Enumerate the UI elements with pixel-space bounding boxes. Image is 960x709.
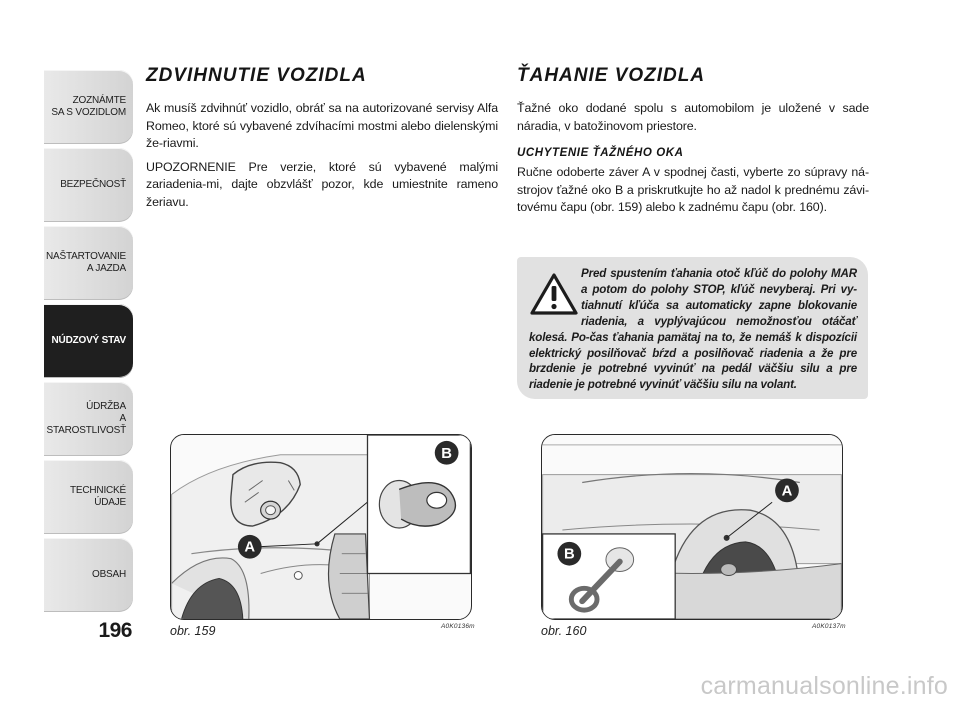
- paragraph-lifting-1: Ak musíš zdvihnúť vozidlo, obráť sa na autorizované servisy Alfa Romeo, ktoré sú vybavené zdvíhacími mostmi alebo dielenskými že-riavmi.: [146, 101, 498, 151]
- warning-box: [517, 257, 868, 399]
- tab-bezpecnost[interactable]: BEZPEČNOSŤ: [44, 148, 133, 222]
- tab-nudzovy-stav[interactable]: NÚDZOVÝ STAV: [44, 304, 133, 378]
- warning-text: Pred spustením ťahania otoč kľúč do polohy MAR a potom do polohy STOP, kľúč nevyberaj. Pri vy-tiahnutí kľúča sa automaticky zapne blokovanie riadenia, a vyplývajúcou nemožnosťou otáčať kolesá. Po-čas ťahania pamätaj na to, že nemáš k dispozícii elektrický posilňovač bŕzd a posilňovač riadenia a že pre brzdenie je potrebné vyvinúť na pedál väčšiu silu a pre riadenie je potrebné vyvinúť väčšiu silu na volant.: [529, 267, 857, 392]
- code-obr-160: A0K0137m: [812, 623, 846, 630]
- paragraph-lifting-2: UPOZORNENIE Pre verzie, ktoré sú vybavené malými zariadenia-mi, dajte obzvlášť pozor, kde umiestnite rameno žeriavu.: [146, 159, 498, 209]
- watermark: carmanualsonline.info: [700, 672, 948, 700]
- tab-obsah[interactable]: OBSAH: [44, 538, 133, 612]
- figure-front-tow-point: [170, 434, 472, 620]
- rear-bumper-illustration: [542, 435, 842, 619]
- caption-obr-160: obr. 160: [541, 624, 587, 638]
- subheading-towing-eye: UCHYTENIE ŤAŽNÉHO OKA: [517, 147, 684, 160]
- heading-towing: ŤAHANIE VOZIDLA: [517, 65, 706, 86]
- caption-obr-159: obr. 159: [170, 624, 216, 638]
- label-a-rear: A: [781, 483, 793, 500]
- label-b-front: B: [441, 445, 452, 462]
- label-a-front: A: [244, 539, 256, 556]
- heading-lifting: ZDVIHNUTIE VOZIDLA: [146, 65, 367, 86]
- page-number: 196: [98, 619, 132, 642]
- paragraph-towing-1: Ťažné oko dodané spolu s automobilom je uložené v sade náradia, v batožinovom priestore.: [517, 101, 869, 133]
- front-bumper-illustration: [171, 435, 471, 619]
- figure-rear-tow-point: [541, 434, 843, 620]
- label-b-rear: B: [563, 546, 575, 563]
- tab-zoznamte-sa[interactable]: ZOZNÁMTE SA S VOZIDLOM: [44, 70, 133, 144]
- tab-nastartovanie[interactable]: NAŠTARTOVANIE A JAZDA: [44, 226, 133, 300]
- tab-technicke-udaje[interactable]: TECHNICKÉ ÚDAJE: [44, 460, 133, 534]
- code-obr-159: A0K0136m: [441, 623, 475, 630]
- section-lifting: [146, 64, 498, 218]
- warning-triangle-icon: [529, 272, 579, 316]
- section-towing: [517, 64, 869, 223]
- paragraph-towing-2: Ručne odoberte záver A v spodnej časti, vyberte zo súpravy ná-strojov ťažné oko B a priskrutkujte ho až nadol k prednému závi-tovému čapu (obr. 159) alebo k zadnému čapu (obr. 160).: [517, 165, 869, 215]
- tab-udrzba[interactable]: ÚDRŽBA A STAROSTLIVOSŤ: [44, 382, 133, 456]
